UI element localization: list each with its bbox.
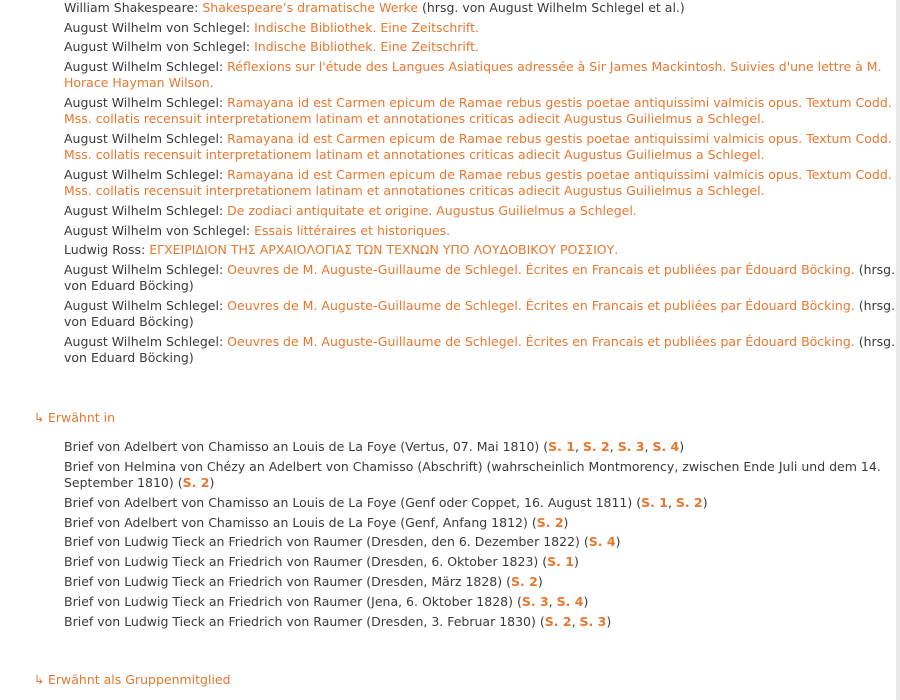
work-author: August Wilhelm Schlegel: <box>64 203 224 218</box>
work-author: August Wilhelm Schlegel: <box>64 59 224 75</box>
letters-list <box>64 439 896 633</box>
work-entry <box>64 334 896 367</box>
letter-text: Brief von Ludwig Tieck an Friedrich von Raumer (Dresden, März 1828) <box>64 574 503 590</box>
work-editor-note: (hrsg. von August Wilhelm Schlegel et al.) <box>422 0 685 15</box>
work-author: August Wilhelm Schlegel: <box>64 334 224 350</box>
work-author: August Wilhelm Schlegel: <box>64 262 224 278</box>
work-entry <box>64 131 896 164</box>
page-link[interactable]: S. 1 <box>547 554 574 570</box>
work-entry <box>64 167 896 200</box>
work-entry <box>64 262 896 295</box>
page-link[interactable]: S. 4 <box>652 439 680 454</box>
work-title-link[interactable]: De zodiaci antiquitate et origine. Augustus Guilielmus a Schlegel. <box>227 203 637 218</box>
letter-text: Brief von Adelbert von Chamisso an Louis de La Foye (Genf oder Coppet, 16. August 1811) <box>64 494 633 510</box>
letter-entry: Brief von Adelbert von Chamisso an Louis de La Foye (Genf, Anfang 1812) (S. 2) <box>64 514 569 530</box>
letter-entry: Brief von Adelbert von Chamisso an Louis de La Foye (Genf oder Coppet, 16. August 1811) (S. 1, S. 2) <box>64 494 708 510</box>
work-title-link[interactable]: Shakespeare’s dramatische Werke <box>202 0 419 15</box>
return-arrow-icon: ↳ <box>34 410 45 425</box>
work-author: August Wilhelm Schlegel: <box>64 298 224 314</box>
work-title-link[interactable]: Indische Bibliothek. Eine Zeitschrift. <box>254 39 479 55</box>
section-mentioned-group[interactable] <box>34 672 231 687</box>
letter-text: Brief von Ludwig Tieck an Friedrich von Raumer (Dresden, 6. Oktober 1823) <box>64 554 539 570</box>
work-entry <box>64 242 896 258</box>
letter-text: Brief von Adelbert von Chamisso an Louis de La Foye (Vertus, 07. Mai 1810) <box>64 439 540 454</box>
letter-entry: Brief von Helmina von Chézy an Adelbert von Chamisso (Abschrift) (wahrscheinlich Montmorency, zwischen Ende Juli und dem 14. September 1810) (S. 2) <box>64 458 881 491</box>
page-link[interactable]: S. 2 <box>511 574 538 590</box>
work-title-link[interactable]: Ramayana id est Carmen epicum de Ramae rebus gestis poetae antiquissimi valmicis opus. Textum Codd. Mss. collatis recensuit interpretationem latinam et annotationes criticas adiecit Augustus Guilielmus a Schlegel. <box>64 167 892 199</box>
work-entry <box>64 203 896 219</box>
letter-text: Brief von Ludwig Tieck an Friedrich von Raumer (Dresden, den 6. Dezember 1822) <box>64 534 580 550</box>
work-author: August Wilhelm Schlegel: <box>64 131 224 147</box>
section-mentioned-in[interactable] <box>34 410 115 425</box>
letter-entry: Brief von Adelbert von Chamisso an Louis de La Foye (Vertus, 07. Mai 1810) (S. 1, S. 2, S. 3, S. 4) <box>64 439 685 454</box>
page-link[interactable]: S. 3 <box>617 439 645 454</box>
work-title-link[interactable]: Ramayana id est Carmen epicum de Ramae rebus gestis poetae antiquissimi valmicis opus. Textum Codd. Mss. collatis recensuit interpretationem latinam et annotationes criticas adiecit Augustus Guilielmus a Schlegel. <box>64 95 892 127</box>
page-link[interactable]: S. 2 <box>582 439 610 454</box>
letter-entry: Brief von Ludwig Tieck an Friedrich von Raumer (Jena, 6. Oktober 1828) (S. 3, S. 4) <box>64 593 589 609</box>
work-author: August Wilhelm von Schlegel: <box>64 19 251 35</box>
page-link[interactable]: S. 2 <box>536 514 564 530</box>
work-editor-note: (hrsg. von Eduard Böcking) <box>64 334 896 366</box>
letter-text: Brief von Ludwig Tieck an Friedrich von Raumer (Jena, 6. Oktober 1828) <box>64 593 513 609</box>
page-link[interactable]: S. 2 <box>675 494 703 510</box>
work-author: August Wilhelm von Schlegel: <box>64 39 251 55</box>
work-author: William Shakespeare: <box>64 0 199 15</box>
work-editor-note: (hrsg. von Eduard Böcking) <box>64 262 896 294</box>
letter-entry: Brief von Ludwig Tieck an Friedrich von Raumer (Dresden, 6. Oktober 1823) (S. 1) <box>64 554 579 570</box>
work-editor-note: (hrsg. von Eduard Böcking) <box>64 298 896 330</box>
work-title-link[interactable]: Ramayana id est Carmen epicum de Ramae rebus gestis poetae antiquissimi valmicis opus. Textum Codd. Mss. collatis recensuit interpretationem latinam et annotationes criticas adiecit Augustus Guilielmus a Schlegel. <box>64 131 892 163</box>
page-link[interactable]: S. 1 <box>641 494 668 510</box>
work-title-link[interactable]: Oeuvres de M. Auguste-Guillaume de Schlegel. Écrites en Francais et publiées par Édouard Böcking. <box>227 334 855 350</box>
page-link[interactable]: S. 2 <box>544 613 572 629</box>
work-entry <box>64 223 896 239</box>
work-title-link[interactable]: Oeuvres de M. Auguste-Guillaume de Schlegel. Écrites en Francais et publiées par Édouard Böcking. <box>227 298 855 314</box>
work-title-link[interactable]: ΕΓΧΕΙΡΙΔΙΟΝ ΤΗΣ ΑΡΧΑΙΟΛΟΓΙΑΣ ΤΩΝ ΤΕΧΝΩΝ ΥΠΟ ΛΟΥΔΟΒΙΚΟΥ ΡΟΣΣΙΟΥ. <box>149 242 619 258</box>
work-entry <box>64 59 896 92</box>
work-author: August Wilhelm Schlegel: <box>64 167 224 183</box>
page-link[interactable]: S. 3 <box>521 593 549 609</box>
section-mentioned-in-label: Erwähnt in <box>48 410 116 425</box>
letter-text: Brief von Adelbert von Chamisso an Louis de La Foye (Genf, Anfang 1812) <box>64 514 528 530</box>
work-title-link[interactable]: Oeuvres de M. Auguste-Guillaume de Schlegel. Écrites en Francais et publiées par Édouard Böcking. <box>227 262 855 278</box>
page-link[interactable]: S. 4 <box>556 593 584 609</box>
letter-entry: Brief von Ludwig Tieck an Friedrich von Raumer (Dresden, März 1828) (S. 2) <box>64 574 543 590</box>
work-author: August Wilhelm Schlegel: <box>64 95 224 111</box>
work-entry <box>64 0 896 16</box>
section-mentioned-group-label: Erwähnt als Gruppenmitglied <box>48 672 231 687</box>
work-title-link[interactable]: Essais littéraires et historiques. <box>254 222 451 238</box>
letter-text: Brief von Helmina von Chézy an Adelbert von Chamisso (Abschrift) (wahrscheinlich Montmorency, zwischen Ende Juli und dem 14. September 1810) <box>64 458 881 491</box>
letter-text: Brief von Ludwig Tieck an Friedrich von Raumer (Dresden, 3. Februar 1830) <box>64 613 536 629</box>
work-title-link[interactable]: Indische Bibliothek. Eine Zeitschrift. <box>254 19 479 35</box>
page-link[interactable]: S. 3 <box>579 613 607 629</box>
page-link[interactable]: S. 1 <box>548 439 575 454</box>
work-entry <box>64 298 896 331</box>
work-title-link[interactable]: Réflexions sur l'étude des Langues Asiatiques adressée à Sir James Mackintosh. Suivies d'une lettre à M. Horace Hayman Wilson. <box>64 59 882 91</box>
return-arrow-icon: ↳ <box>34 672 45 687</box>
page-link[interactable]: S. 4 <box>588 534 616 550</box>
letter-entry: Brief von Ludwig Tieck an Friedrich von Raumer (Dresden, 3. Februar 1830) (S. 2, S. 3) <box>64 613 612 629</box>
works-list <box>64 0 896 370</box>
scrollbar[interactable] <box>896 0 900 700</box>
work-entry <box>64 39 896 55</box>
work-entry <box>64 20 896 36</box>
work-author: August Wilhelm von Schlegel: <box>64 222 251 238</box>
work-author: Ludwig Ross: <box>64 242 146 258</box>
page-link[interactable]: S. 2 <box>182 475 210 491</box>
work-entry <box>64 95 896 128</box>
letter-entry: Brief von Ludwig Tieck an Friedrich von Raumer (Dresden, den 6. Dezember 1822) (S. 4) <box>64 534 621 550</box>
